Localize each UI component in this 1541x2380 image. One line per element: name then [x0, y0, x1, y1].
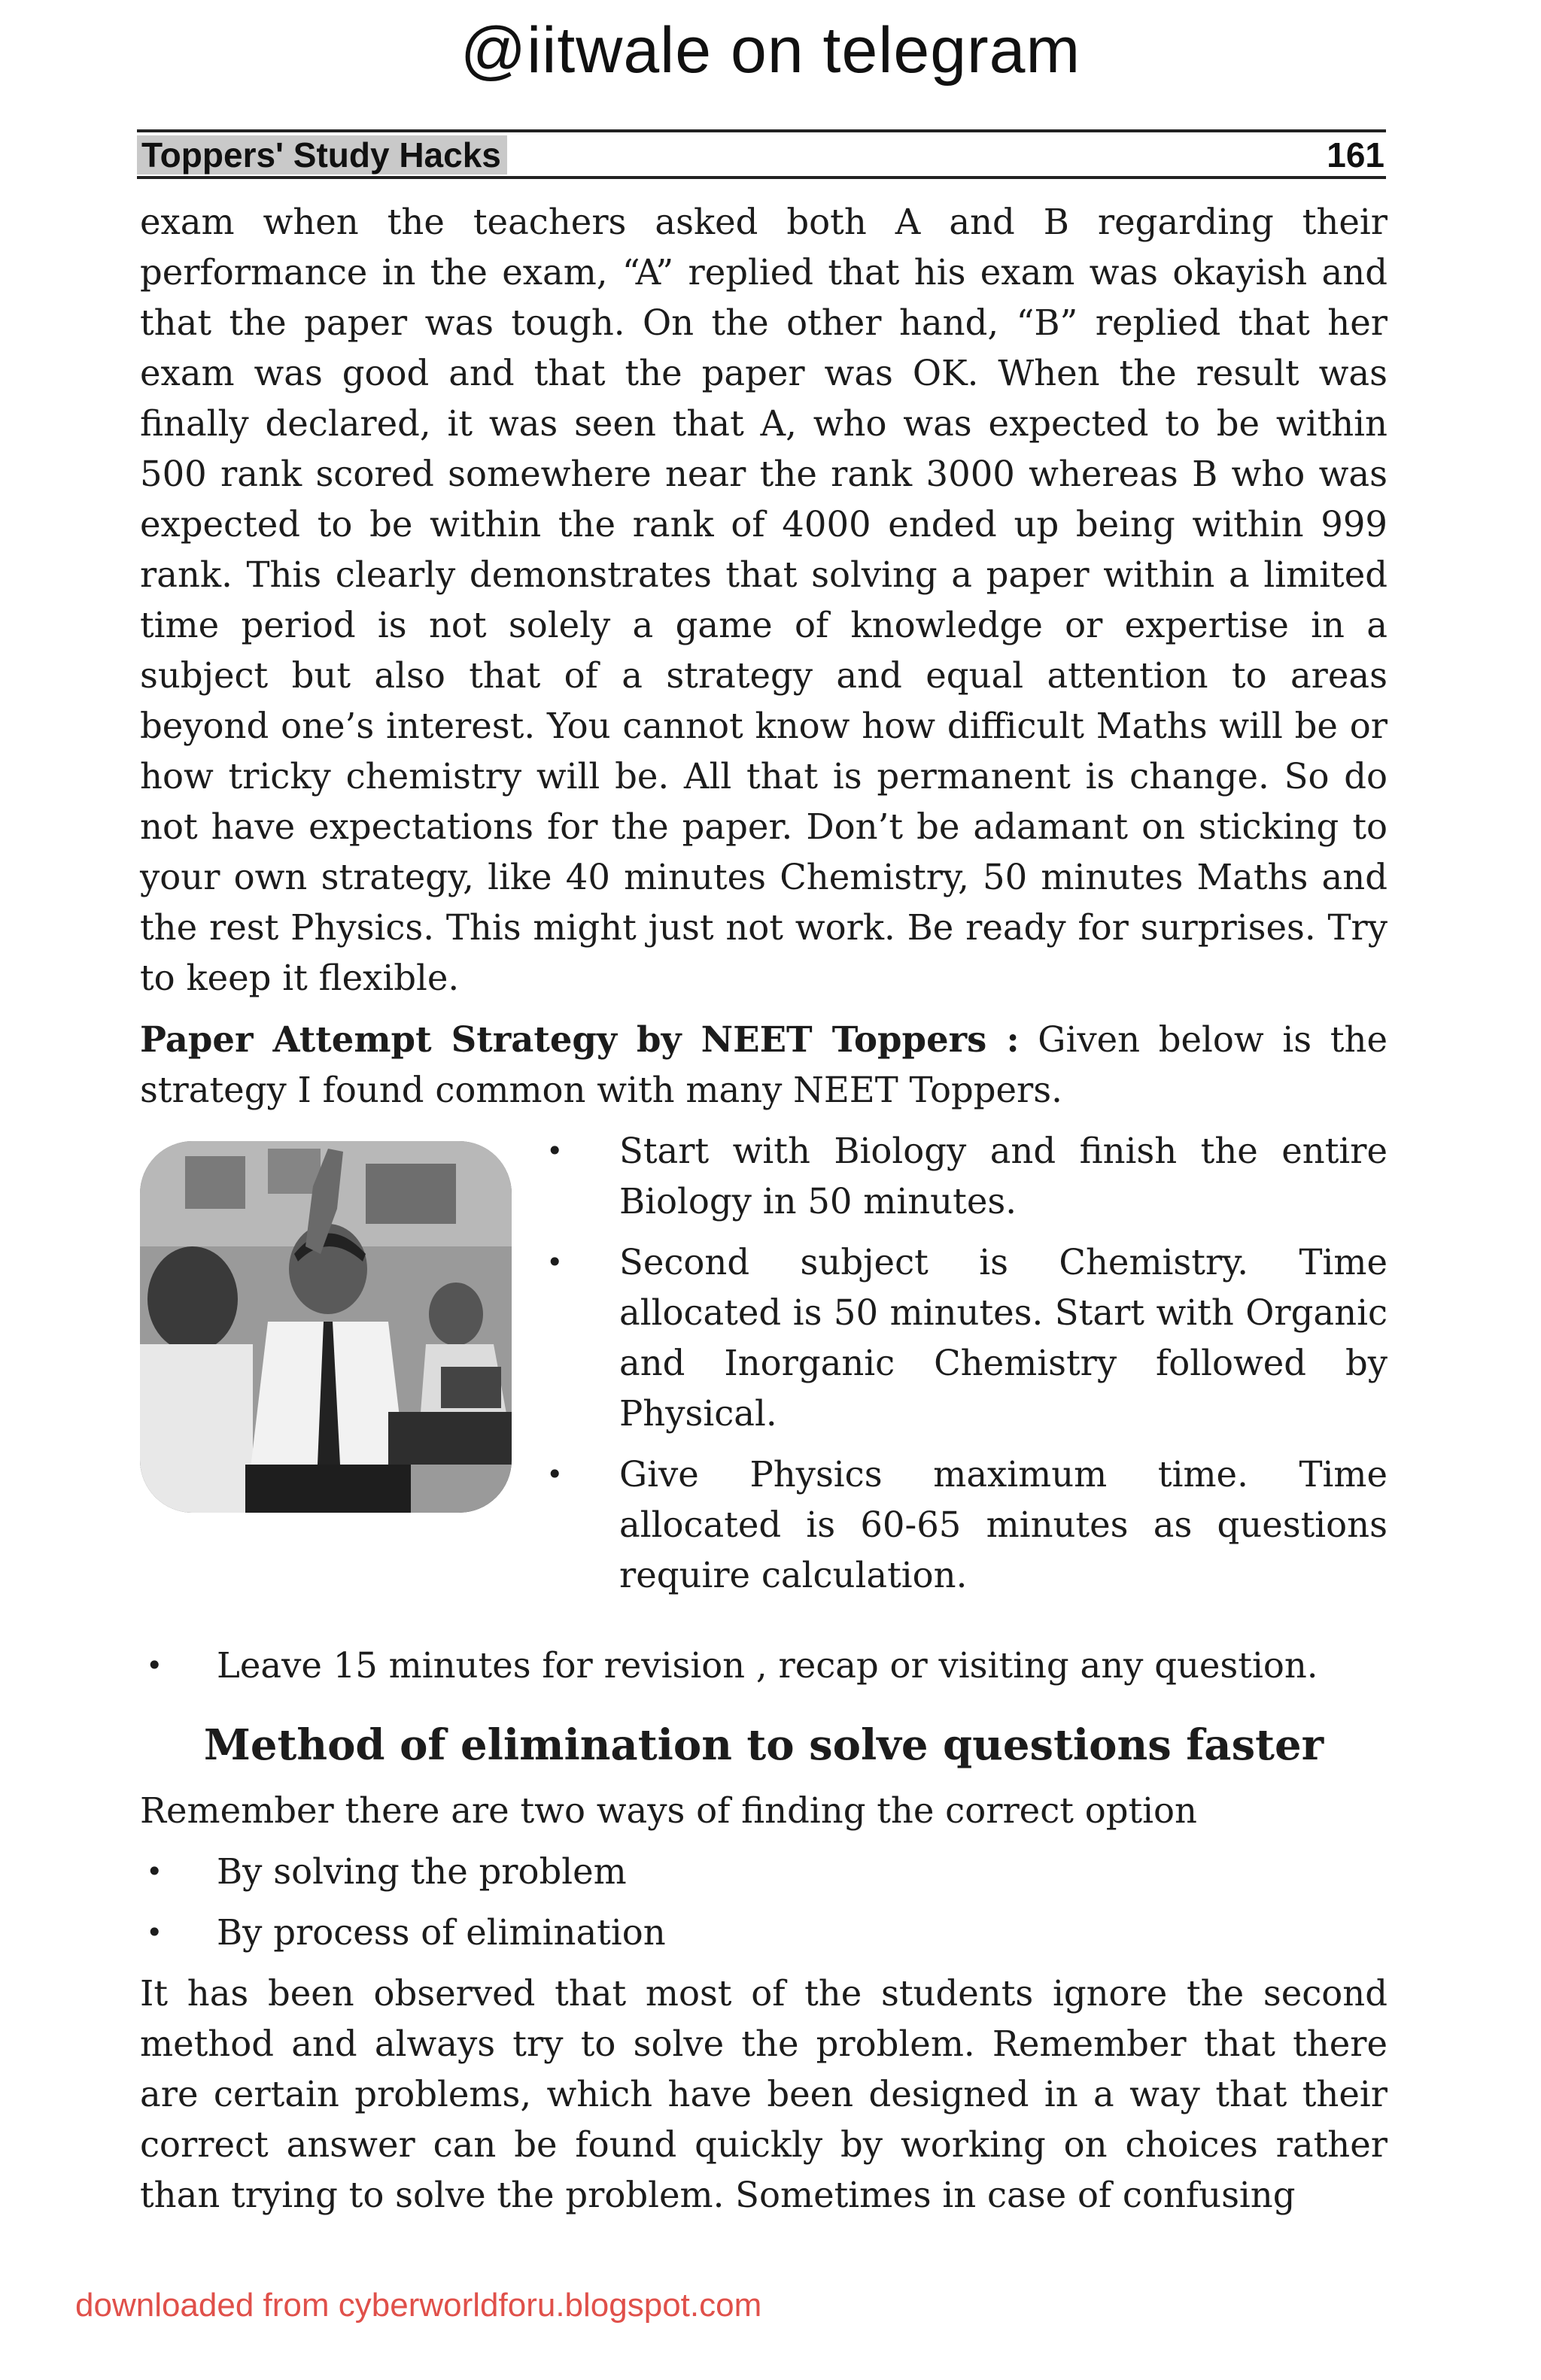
download-watermark: downloaded from cyberworldforu.blogspot.com [75, 2287, 762, 2324]
strategy-bullet-list [546, 1126, 1388, 1611]
bullet-marker: • [146, 1855, 163, 1888]
bullet-marker: • [546, 1134, 564, 1167]
classroom-illustration [140, 1141, 512, 1513]
bullet-text: By solving the problem [217, 1851, 627, 1892]
section-title: Method of elimination to solve questions faster [203, 1720, 1324, 1770]
list-item [546, 1126, 1388, 1227]
bullet-marker: • [546, 1458, 564, 1491]
list-item [140, 1641, 1388, 1691]
bullet-text: Leave 15 minutes for revision , recap or visiting any question. [217, 1645, 1318, 1686]
bullet-marker: • [146, 1649, 163, 1682]
bullet-marker: • [146, 1916, 163, 1949]
strategy-heading: Paper Attempt Strategy by NEET Toppers : [140, 1018, 1020, 1060]
strategy-text: Given below is the strategy I found common with many NEET Toppers. [140, 1019, 1388, 1110]
bullet-text: Second subject is Chemistry. Time allocated is 50 minutes. Start with Organic and Inorganic Chemistry followed by Physical. [619, 1242, 1388, 1434]
ways-intro: Remember there are two ways of finding the correct option [140, 1790, 1197, 1831]
bullet-text: By process of elimination [217, 1912, 666, 1953]
strategy-intro [140, 1014, 1388, 1116]
telegram-watermark: @iitwale on telegram [460, 14, 1081, 87]
bullet-text: Give Physics maximum time. Time allocated is 60-65 minutes as questions require calculation. [619, 1454, 1388, 1595]
page-body [140, 197, 1388, 2221]
bullet-marker: • [546, 1246, 564, 1279]
bullet-text: Start with Biology and finish the entire Biology in 50 minutes. [619, 1131, 1388, 1222]
list-item [140, 1847, 1388, 1897]
story-paragraph: exam when the teachers asked both A and B regarding their performance in the exam, “A” replied that his exam was okayish and that the paper was tough. On the other hand, “B” replied that her exam was good and that the paper was OK. When the result was finally declared, it was seen that A, who was expected to be within 500 rank scored somewhere near the rank 3000 whereas B who was expected to be within the rank of 4000 ended up being within 999 rank. This clearly demonstrates that solving a paper within a limited time period is not solely a game of knowledge or expertise in a subject but also that of a strategy and equal attention to areas beyond one’s interest. You cannot know how difficult Maths will be or how tricky chemistry will be. All that is permanent is change. So do not have expectations for the paper. Don’t be adamant on sticking to your own strategy, like 40 minutes Chemistry, 50 minutes Maths and the rest Physics. This might just not work. Be ready for surprises. Try to keep it flexible. [140, 202, 1388, 998]
strategy-section [140, 1126, 1388, 1638]
closing-paragraph: It has been observed that most of the students ignore the second method and always try to solve the problem. Remember that there are certain problems, which have been designed in a way that their correct answer can be found quickly by working on choices rather than trying to solve the problem. Sometimes in case of confusing [140, 1973, 1388, 2215]
list-item [546, 1237, 1388, 1439]
list-item [546, 1450, 1388, 1601]
list-item [140, 1908, 1388, 1958]
page-number: 161 [1327, 135, 1384, 175]
running-header [137, 129, 1386, 179]
book-title: Toppers' Study Hacks [137, 135, 507, 175]
classroom-photo [140, 1141, 512, 1513]
